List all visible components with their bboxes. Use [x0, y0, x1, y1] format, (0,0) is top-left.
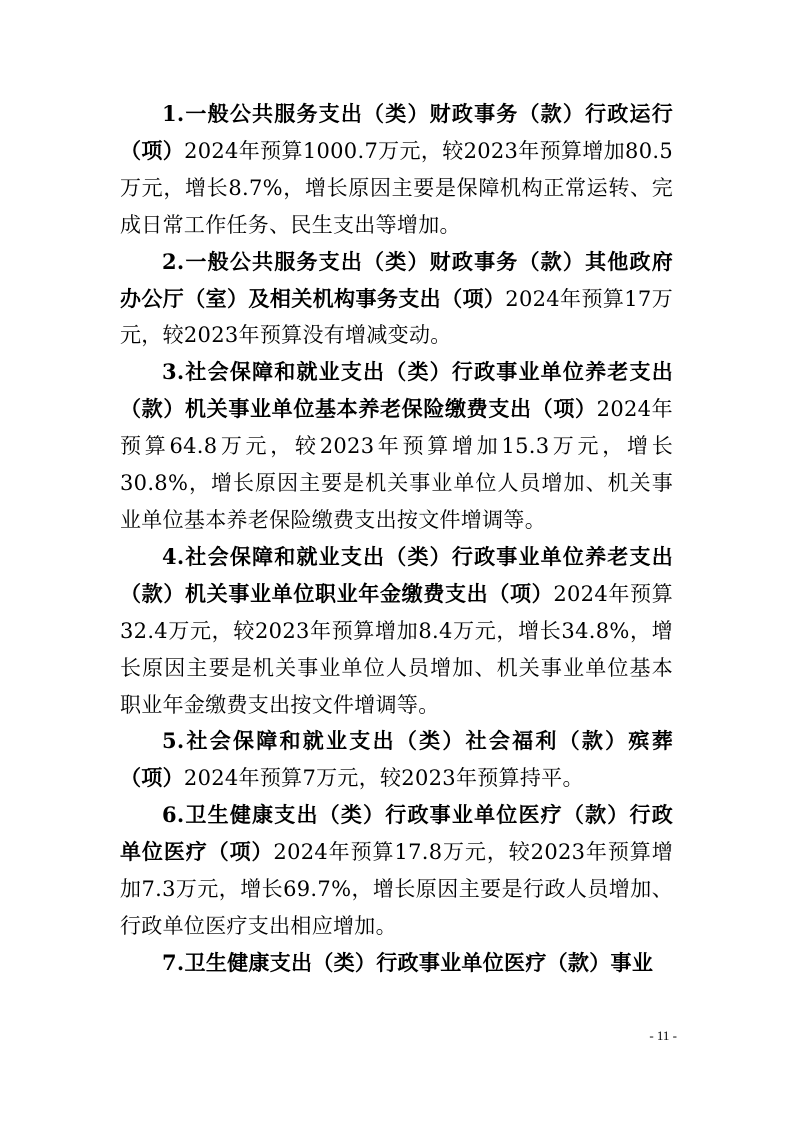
paragraph-6 [120, 797, 673, 945]
paragraph-2-heading: 2.一般公共服务支出（类）财政事务（款）其他政府办公厅（室）及相关机构事务支出（项） [120, 248, 673, 311]
page-number: - 11 - [649, 1028, 677, 1043]
paragraph-2-text: 2024年预算17万元，较2023年预算没有增减变动。 [120, 286, 673, 348]
paragraph-2 [120, 244, 673, 355]
paragraph-4-heading: 4.社会保障和就业支出（类）行政事业单位养老支出（款）机关事业单位职业年金缴费支出（项） [120, 543, 673, 606]
paragraph-6-heading: 6.卫生健康支出（类）行政事业单位医疗（款）行政单位医疗（项） [120, 802, 673, 865]
paragraph-7-heading: 7.卫生健康支出（类）行政事业单位医疗（款）事业 [162, 949, 654, 975]
paragraph-3-text: 2024年预算64.8万元，较2023年预算增加15.3万元，增长30.8%，增长原因主要是机关事业单位人员增加、机关事业单位基本养老保险缴费支出按文件增调等。 [120, 397, 673, 532]
paragraph-1 [120, 96, 673, 244]
paragraph-3 [120, 354, 673, 539]
paragraph-6-text: 2024年预算17.8万元，较2023年预算增加7.3万元，增长69.7%，增长原因主要是行政人员增加、行政单位医疗支出相应增加。 [120, 840, 673, 938]
paragraph-4 [120, 539, 673, 724]
paragraph-4-text: 2024年预算32.4万元，较2023年预算增加8.4万元，增长34.8%，增长原因主要是机关事业单位人员增加、机关事业单位基本职业年金缴费支出按文件增调等。 [120, 581, 674, 717]
paragraph-5 [120, 723, 673, 797]
paragraph-7 [120, 945, 673, 982]
paragraph-1-text: 2024年预算1000.7万元，较2023年预算增加80.5万元，增长8.7%，增长原因主要是保障机构正常运转、完成日常工作任务、民生支出等增加。 [120, 138, 673, 237]
paragraph-5-heading: 5.社会保障和就业支出（类）社会福利（款）殡葬（项） [120, 728, 673, 791]
paragraph-1-heading: 1.一般公共服务支出（类）财政事务（款）行政运行（项） [120, 101, 673, 163]
paragraph-5-text: 2024年预算7万元，较2023年预算持平。 [183, 766, 584, 791]
paragraph-3-heading: 3.社会保障和就业支出（类）行政事业单位养老支出（款）机关事业单位基本养老保险缴费支出（项） [120, 359, 673, 422]
document-body [120, 96, 673, 982]
